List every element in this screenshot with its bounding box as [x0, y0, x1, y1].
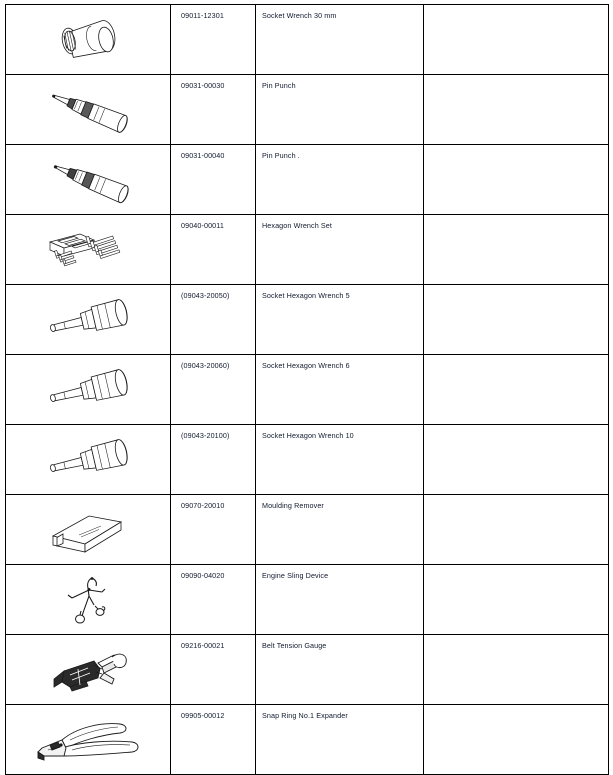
belt-tension-gauge-icon — [42, 645, 134, 695]
note-cell — [424, 75, 609, 145]
table-row — [6, 215, 609, 285]
snap-ring-expander-icon — [28, 714, 148, 766]
note-cell — [424, 705, 609, 775]
part-number: 09031-00030 — [181, 81, 225, 90]
tool-name-cell — [256, 75, 424, 145]
table-row — [6, 495, 609, 565]
part-number-cell — [171, 285, 256, 355]
note-cell — [424, 495, 609, 565]
illustration-cell — [6, 285, 171, 355]
tool-name: Socket Hexagon Wrench 10 — [262, 431, 354, 440]
part-number-cell — [171, 75, 256, 145]
table-row — [6, 285, 609, 355]
tool-name-cell — [256, 705, 424, 775]
note-cell — [424, 635, 609, 705]
socket-wrench-icon — [48, 15, 128, 65]
table-row — [6, 565, 609, 635]
part-number-cell — [171, 565, 256, 635]
note-cell — [424, 5, 609, 75]
moulding-remover-icon — [43, 504, 133, 556]
part-number: 09040-00011 — [181, 221, 224, 230]
table-row — [6, 635, 609, 705]
part-number-cell — [171, 145, 256, 215]
tool-name-cell — [256, 425, 424, 495]
tool-name-cell — [256, 355, 424, 425]
illustration-cell — [6, 635, 171, 705]
tool-name-cell — [256, 495, 424, 565]
part-number: 09011-12301 — [181, 11, 224, 20]
part-number-cell — [171, 635, 256, 705]
engine-sling-device-icon — [58, 572, 118, 628]
table-row — [6, 355, 609, 425]
tool-name-cell — [256, 5, 424, 75]
tool-name-cell — [256, 145, 424, 215]
part-number-cell — [171, 495, 256, 565]
table-row — [6, 425, 609, 495]
tool-name-cell — [256, 635, 424, 705]
illustration-cell — [6, 5, 171, 75]
pin-punch-icon — [33, 154, 143, 206]
tool-name: Socket Wrench 30 mm — [262, 11, 337, 20]
tool-name-cell — [256, 565, 424, 635]
tool-name: Socket Hexagon Wrench 6 — [262, 361, 350, 370]
socket-hexagon-wrench-icon — [38, 436, 138, 484]
illustration-cell — [6, 215, 171, 285]
tool-name: Snap Ring No.1 Expander — [262, 711, 348, 720]
table-row — [6, 705, 609, 775]
socket-hexagon-wrench-icon — [38, 366, 138, 414]
part-number-cell — [171, 355, 256, 425]
part-number: 09216-00021 — [181, 641, 225, 650]
tool-name: Moulding Remover — [262, 501, 324, 510]
illustration-cell — [6, 145, 171, 215]
special-service-tools-table — [5, 4, 609, 775]
note-cell — [424, 355, 609, 425]
part-number: (09043-20100) — [181, 431, 230, 440]
tool-name-cell — [256, 215, 424, 285]
tool-name: Engine Sling Device — [262, 571, 329, 580]
tool-name-cell — [256, 285, 424, 355]
note-cell — [424, 145, 609, 215]
hexagon-wrench-set-icon — [38, 222, 138, 278]
illustration-cell — [6, 75, 171, 145]
illustration-cell — [6, 495, 171, 565]
table-row — [6, 5, 609, 75]
part-number-cell — [171, 425, 256, 495]
part-number: 09070-20010 — [181, 501, 225, 510]
note-cell — [424, 215, 609, 285]
part-number: 09090-04020 — [181, 571, 225, 580]
tool-name: Socket Hexagon Wrench 5 — [262, 291, 350, 300]
part-number-cell — [171, 215, 256, 285]
tool-name: Belt Tension Gauge — [262, 641, 327, 650]
socket-hexagon-wrench-icon — [38, 296, 138, 344]
tool-name: Pin Punch . — [262, 151, 300, 160]
illustration-cell — [6, 355, 171, 425]
tool-name: Pin Punch — [262, 81, 296, 90]
tool-name: Hexagon Wrench Set — [262, 221, 332, 230]
note-cell — [424, 565, 609, 635]
note-cell — [424, 425, 609, 495]
part-number: 09031-00040 — [181, 151, 225, 160]
note-cell — [424, 285, 609, 355]
table-body — [6, 5, 609, 775]
pin-punch-icon — [33, 84, 143, 136]
illustration-cell — [6, 705, 171, 775]
table-row — [6, 145, 609, 215]
part-number: 09905-00012 — [181, 711, 225, 720]
part-number-cell — [171, 5, 256, 75]
part-number: (09043-20050) — [181, 291, 230, 300]
part-number-cell — [171, 705, 256, 775]
illustration-cell — [6, 425, 171, 495]
table-row — [6, 75, 609, 145]
part-number: (09043-20060) — [181, 361, 230, 370]
illustration-cell — [6, 565, 171, 635]
